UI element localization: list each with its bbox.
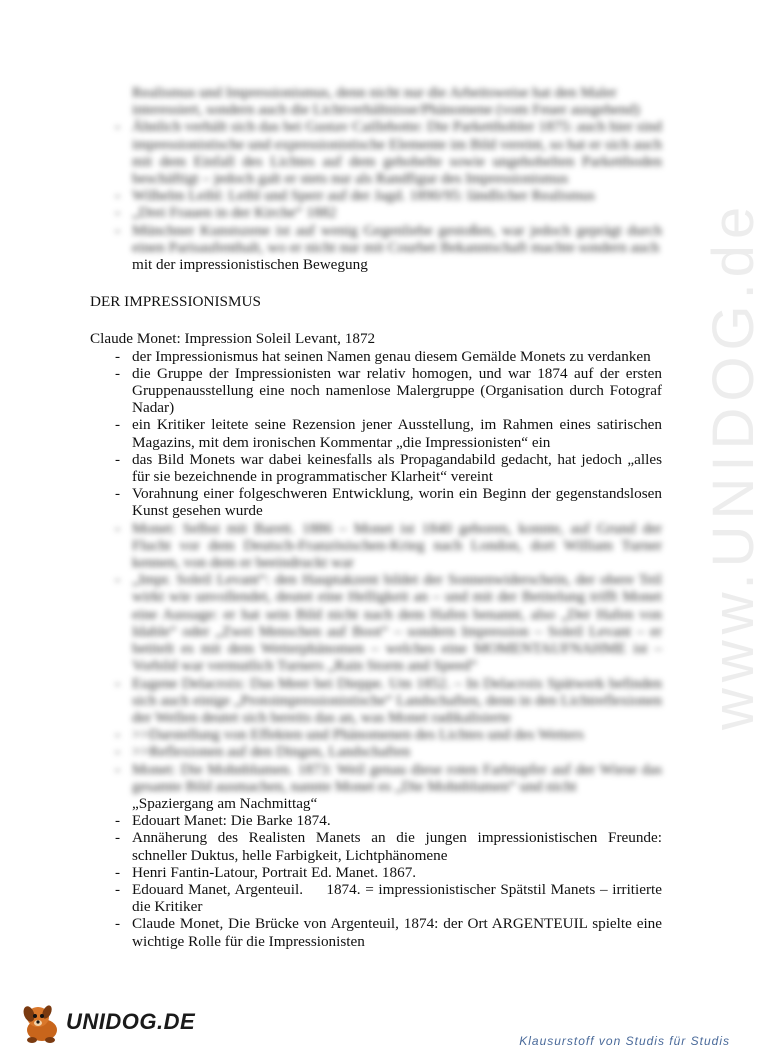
list-item: - >>Reflexionen auf den Dingen, Landschaften [90, 743, 662, 760]
list-item: - >>Darstellung von Effekten und Phänomenen des Lichtes und des Wetters [90, 726, 662, 743]
logo-text: UNIDOG.DE [66, 1009, 196, 1034]
list-item: - Edouart Manet: Die Barke 1874. [90, 812, 662, 829]
list-item: - Claude Monet, Die Brücke von Argenteuil, 1874: der Ort ARGENTEUIL spielte eine wichtige Rolle für die Impressionisten [90, 915, 662, 949]
list-item-continuation: „Spaziergang am Nachmittag“ [132, 794, 318, 812]
blurred-middle-list [90, 520, 662, 795]
list-item: - Vorahnung einer folgeschweren Entwicklung, worin ein Beginn der gegenstandslosen Kunst gesehen wurde [90, 485, 662, 519]
list-item: - Henri Fantin-Latour, Portrait Ed. Manet. 1867. [90, 864, 662, 881]
blurred-top-list [90, 84, 662, 256]
list-item: - „Drei Frauen in der Kirche“ 1882 [90, 204, 662, 221]
list-item: - Eugene Delacroix: Das Meer bei Dieppe. Um 1852. – In Delacroix Spätwerk befinden sich auch einige „Protoimpressionistische“ Landschaften, denn in den Lichtreflexionen der Wellen deutet sich bereits das an, was Monet radikalisierte [90, 675, 662, 727]
subheading: Claude Monet: Impression Soleil Levant, 1872 [90, 330, 376, 348]
list-item: - „Impr. Soleil Levant“: den Hauptakzent bildet der Sonnenwiderschein, der obere Teil wirkt wie unvollendet, deutet eine Helligkeit an – und mit der Betitelung trifft Monet eine Aussage: er hat sein Bild nicht nach dem Hafen benannt, also „Der Hafen von Idable“ oder „Zwei Menschen auf Boot“ – sondern Impression – Soleil Levant – er betitelt es mit dem Wetterphänomen – welches eine MOMENTAUFNAHME ist – Vorbild war vermutlich Turners „Rain Storm and Speed“ [90, 571, 662, 674]
clear-list [90, 348, 662, 520]
list-item: - Münchner Kunstszene ist auf wenig Gegenliebe gestoßen, war jedoch geprägt durch einen Parisaufenthalt, wo er nicht nur mit Courbet Bekanntschaft machte sondern auch [90, 222, 662, 256]
list-item: - Wilhelm Leibl: Leibl und Sperr auf der Jagd. 1890/95: ländlicher Realismus [90, 187, 662, 204]
bottom-list [90, 812, 666, 950]
watermark: www.UNIDOG.de [701, 200, 766, 730]
dog-mascot-icon [18, 1000, 64, 1044]
list-item-continuation: Realismus und Impressionismus, denn nicht nur die Arbeitsweise hat den Maler interessiert, sondern auch die Lichtverhältnisse/Phänomene (vom Feuer ausgehend) [132, 84, 640, 119]
list-item: - Ähnlich verhält sich das bei Gustav Caillebotte: Die Parketthobler 1875: auch hier sind impressionistische und expressionistische Elemente im Bild vereint, so hat er sich auch mit dem Einfall des Lichtes auf dem gehobelte sowie ungehobelten Parkettboden beschäftigt – jedoch galt er stets nur als Randfigur des Impressionismus [90, 118, 662, 187]
list-item: - Monet: Die Mohnblumen. 1873: Weil genau diese roten Farbtupfer auf der Wiese das gesamte Bild ausmachen, nannte Monet es „Die Mohnblumen“ und nicht [90, 761, 662, 795]
footer-tagline: Klausurstoff von Studis für Studis [519, 1034, 730, 1048]
list-item: - das Bild Monets war dabei keinesfalls als Propagandabild gedacht, hat jedoch „alles für sie bezeichnende in programmatischer Klarheit“ vereint [90, 451, 662, 485]
list-item-continuation: mit der impressionistischen Bewegung [132, 256, 368, 274]
document-body [90, 84, 666, 950]
section-heading: DER IMPRESSIONISMUS [90, 293, 261, 311]
list-item: - ein Kritiker leitete seine Rezension jener Ausstellung, im Rahmen eines satirischen Magazins, mit dem ironischen Kommentar „die Impressionisten“ ein [90, 416, 662, 450]
list-item: - der Impressionismus hat seinen Namen genau diesem Gemälde Monets zu verdanken [90, 348, 662, 365]
list-item: - Monet: Selbst mit Barett. 1886 – Monet ist 1840 geboren, konnte, auf Grund der Flucht vor dem Deutsch-Französischen-Krieg nach London, dort William Turner kennen, von dem er beeindruckt war [90, 520, 662, 572]
list-item: - Edouard Manet, Argenteuil. 1874. = impressionistischer Spätstil Manets – irritierte die Kritiker [90, 881, 662, 915]
list-item: - Annäherung des Realisten Manets an die jungen impressionistischen Freunde: schneller Duktus, helle Farbigkeit, Lichtphänomene [90, 829, 662, 863]
list-item: - die Gruppe der Impressionisten war relativ homogen, und war 1874 auf der ersten Gruppenausstellung eine noch namenlose Malergruppe (Organisation durch Fotograf Nadar) [90, 365, 662, 417]
unidog-logo[interactable] [18, 1000, 195, 1044]
